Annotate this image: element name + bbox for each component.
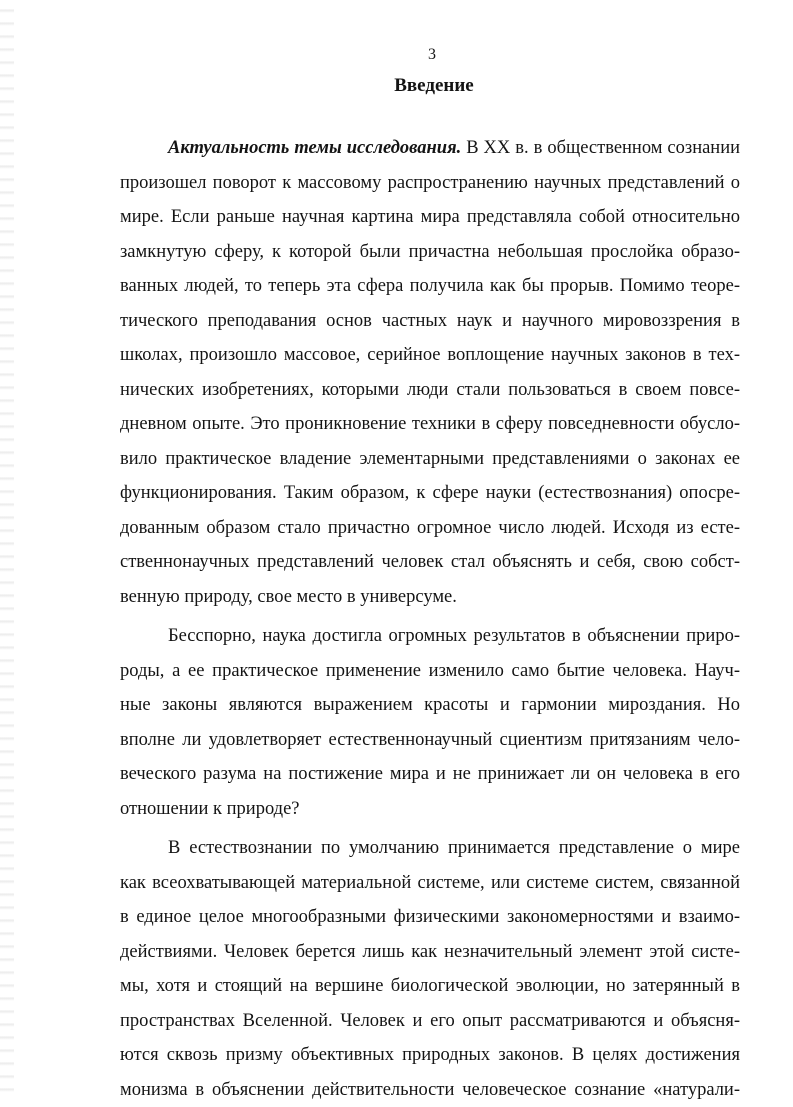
text-line: дованным образом стало причастно огромное число людей. Исходя из есте-	[120, 511, 740, 546]
text-line: нических изобретениях, которыми люди стали пользоваться в своем повсе-	[120, 373, 740, 408]
text-line: веческого разума на постижение мира и не принижает ли он человека в его	[120, 757, 740, 792]
text-line: В естествознании по умолчанию принимается представление о мире	[120, 831, 740, 866]
text-line-segment: В XX в. в общественном сознании	[461, 138, 740, 158]
text-line: мире. Если раньше научная картина мира представляла собой относительно	[120, 200, 740, 235]
text-line: в единое целое многообразными физическими закономерностями и взаимо-	[120, 900, 740, 935]
text-line: вполне ли удовлетворяет естественнонаучный сциентизм притязаниям чело-	[120, 723, 740, 758]
page-number: 3	[425, 45, 439, 65]
text-line: произошел поворот к массовому распространению научных представлений о	[120, 166, 740, 201]
text-line: монизма в объяснении действительности человеческое сознание «натурали-	[120, 1073, 740, 1107]
text-line: замкнутую сферу, к которой были причастна небольшая прослойка образо-	[120, 235, 740, 270]
text-line: действиями. Человек берется лишь как незначительный элемент этой систе-	[120, 935, 740, 970]
lead-phrase: Актуальность темы исследования.	[168, 138, 461, 158]
text-line	[120, 131, 740, 166]
text-line: мы, хотя и стоящий на вершине биологической эволюции, но затерянный в	[120, 969, 740, 1004]
text-line: вило практическое владение элементарными представлениями о законах ее	[120, 442, 740, 477]
text-line: тического преподавания основ частных наук и научного мировоззрения в	[120, 304, 740, 339]
text-line: дневном опыте. Это проникновение техники в сферу повседневности обусло-	[120, 407, 740, 442]
scan-margin-noise	[0, 0, 14, 1097]
text-line: функционирования. Таким образом, к сфере науки (естествознания) опосре-	[120, 476, 740, 511]
body-text	[120, 131, 740, 1107]
text-line: ются сквозь призму объективных природных законов. В целях достижения	[120, 1038, 740, 1073]
text-line: ванных людей, то теперь эта сфера получила как бы прорыв. Помимо теоре-	[120, 269, 740, 304]
text-line: как всеохватывающей материальной системе, или системе систем, связанной	[120, 866, 740, 901]
text-line: отношении к природе?	[120, 792, 740, 827]
text-line: роды, а ее практическое применение изменило само бытие человека. Науч-	[120, 654, 740, 689]
text-line: школах, произошло массовое, серийное воплощение научных законов в тех-	[120, 338, 740, 373]
text-line: венную природу, свое место в универсуме.	[120, 580, 740, 615]
text-line: ственнонаучных представлений человек стал объяснять и себя, свою собст-	[120, 545, 740, 580]
text-line: Бесспорно, наука достигла огромных результатов в объяснении приро-	[120, 619, 740, 654]
text-line: пространствах Вселенной. Человек и его опыт рассматриваются и объясня-	[120, 1004, 740, 1039]
text-line: ные законы являются выражением красоты и гармонии мироздания. Но	[120, 688, 740, 723]
section-title: Введение	[0, 73, 793, 99]
